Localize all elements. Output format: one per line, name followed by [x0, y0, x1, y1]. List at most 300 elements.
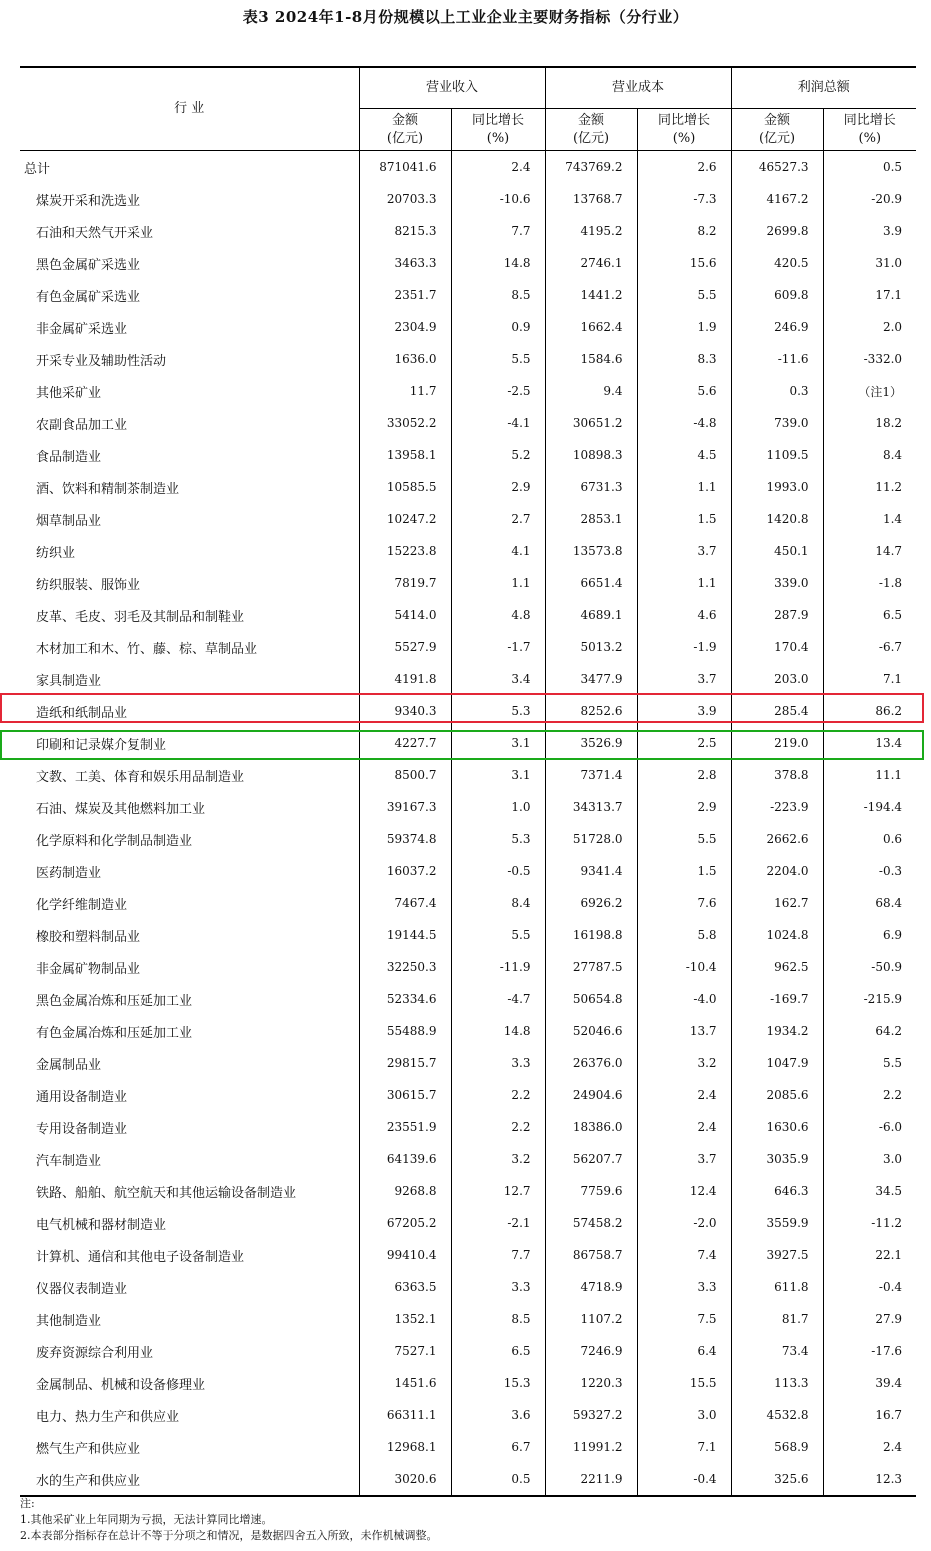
profit-growth-cell: 2.2 — [823, 1079, 916, 1111]
cost-growth-cell: 8.2 — [637, 215, 731, 247]
revenue-growth-cell: 7.7 — [451, 1239, 545, 1271]
cost-growth-cell: 4.5 — [637, 439, 731, 471]
profit-amount-cell: 450.1 — [731, 535, 823, 567]
cost-growth-cell: -10.4 — [637, 951, 731, 983]
profit-amount-cell: 0.3 — [731, 375, 823, 407]
profit-amount-cell: 219.0 — [731, 727, 823, 759]
cost-growth-cell: 15.5 — [637, 1367, 731, 1399]
cost-amount-cell: 51728.0 — [545, 823, 637, 855]
profit-growth-cell: 8.4 — [823, 439, 916, 471]
profit-amount-cell: 4167.2 — [731, 183, 823, 215]
profit-growth-cell: -17.6 — [823, 1335, 916, 1367]
profit-amount-cell: 3559.9 — [731, 1207, 823, 1239]
cost-amount-cell: 2746.1 — [545, 247, 637, 279]
profit-amount-cell: 2085.6 — [731, 1079, 823, 1111]
table-row — [20, 663, 916, 695]
revenue-amount-cell: 3463.3 — [359, 247, 451, 279]
profit-growth-cell: 68.4 — [823, 887, 916, 919]
profit-growth-cell: 11.1 — [823, 759, 916, 791]
profit-growth-cell: -194.4 — [823, 791, 916, 823]
table-row — [20, 1015, 916, 1047]
industry-name: 专用设备制造业 — [36, 1121, 128, 1137]
cost-amount-cell: 59327.2 — [545, 1399, 637, 1431]
cost-amount-cell: 11991.2 — [545, 1431, 637, 1463]
profit-growth-cell: 17.1 — [823, 279, 916, 311]
industry-name: 家具制造业 — [36, 673, 102, 689]
industry-name: 废弃资源综合利用业 — [36, 1345, 154, 1361]
profit-amount-cell: 611.8 — [731, 1271, 823, 1303]
cost-amount-cell: 1662.4 — [545, 311, 637, 343]
table-row — [20, 1303, 916, 1335]
industry-header: 行 业 — [20, 67, 359, 151]
industry-name: 化学原料和化学制品制造业 — [36, 833, 193, 849]
revenue-growth-cell: 8.5 — [451, 1303, 545, 1335]
cost-growth-cell: 5.8 — [637, 919, 731, 951]
revenue-amount-cell: 7467.4 — [359, 887, 451, 919]
profit-growth-cell: 1.4 — [823, 503, 916, 535]
profit-growth-cell: -332.0 — [823, 343, 916, 375]
revenue-amount-cell: 7527.1 — [359, 1335, 451, 1367]
profit-growth-cell: 27.9 — [823, 1303, 916, 1335]
table-row — [20, 1207, 916, 1239]
revenue-growth-cell: 3.3 — [451, 1047, 545, 1079]
profit-amount-cell: 287.9 — [731, 599, 823, 631]
revenue-growth-cell: 14.8 — [451, 247, 545, 279]
table-row — [20, 1335, 916, 1367]
revenue-growth-cell: -11.9 — [451, 951, 545, 983]
cost-amount-cell: 4689.1 — [545, 599, 637, 631]
revenue-growth-cell: 5.2 — [451, 439, 545, 471]
cost-amount-cell: 6926.2 — [545, 887, 637, 919]
cost-amount-cell: 50654.8 — [545, 983, 637, 1015]
cost-growth-cell: 2.5 — [637, 727, 731, 759]
profit-growth-cell: -215.9 — [823, 983, 916, 1015]
profit-growth-cell: 12.3 — [823, 1463, 916, 1496]
note-1: 1.其他采矿业上年同期为亏损，无法计算同比增速。 — [20, 1513, 273, 1526]
revenue-growth-cell: 7.7 — [451, 215, 545, 247]
revenue-growth-cell: 2.2 — [451, 1079, 545, 1111]
profit-amount-cell: 420.5 — [731, 247, 823, 279]
profit-amount-cell: -169.7 — [731, 983, 823, 1015]
cost-amount-cell: 9.4 — [545, 375, 637, 407]
table-row — [20, 951, 916, 983]
industry-name: 木材加工和木、竹、藤、棕、草制品业 — [36, 641, 258, 657]
revenue-growth-cell: 3.2 — [451, 1143, 545, 1175]
revenue-amount-cell: 1352.1 — [359, 1303, 451, 1335]
table-row — [20, 1431, 916, 1463]
profit-amount-cell: 285.4 — [731, 695, 823, 727]
cost-amount-cell: 16198.8 — [545, 919, 637, 951]
revenue-growth-cell: 5.3 — [451, 695, 545, 727]
profit-amount-cell: 113.3 — [731, 1367, 823, 1399]
table-row — [20, 599, 916, 631]
revenue-growth-cell: -4.1 — [451, 407, 545, 439]
table-row — [20, 1111, 916, 1143]
notes-label: 注: — [20, 1497, 35, 1510]
profit-amount-cell: 1024.8 — [731, 919, 823, 951]
revenue-amount-cell: 32250.3 — [359, 951, 451, 983]
table-row — [20, 183, 916, 215]
cost-amount-cell: 9341.4 — [545, 855, 637, 887]
revenue-amount-cell: 19144.5 — [359, 919, 451, 951]
cost-amount-cell: 6731.3 — [545, 471, 637, 503]
profit-amount-cell: 203.0 — [731, 663, 823, 695]
table-row — [20, 535, 916, 567]
table-title: 表3 2024年1-8月份规模以上工业企业主要财务指标（分行业） — [242, 8, 689, 26]
revenue-header: 营业收入 — [359, 67, 545, 109]
table-notes — [20, 1496, 438, 1544]
cost-amount-cell: 1107.2 — [545, 1303, 637, 1335]
profit-growth-cell: -0.3 — [823, 855, 916, 887]
cost-growth-cell: 7.4 — [637, 1239, 731, 1271]
table-row — [20, 279, 916, 311]
table-row — [20, 1239, 916, 1271]
cost-amount-cell: 2211.9 — [545, 1463, 637, 1496]
revenue-amount-header: 金额 (亿元) — [359, 109, 451, 151]
profit-amount-cell: 1047.9 — [731, 1047, 823, 1079]
industry-name: 通用设备制造业 — [36, 1089, 128, 1105]
cost-growth-cell: 7.1 — [637, 1431, 731, 1463]
profit-amount-cell: 73.4 — [731, 1335, 823, 1367]
cost-amount-header: 金额 (亿元) — [545, 109, 637, 151]
profit-amount-cell: 46527.3 — [731, 151, 823, 184]
industry-name: 水的生产和供应业 — [20, 1463, 359, 1496]
cost-amount-cell: 8252.6 — [545, 695, 637, 727]
industry-name: 燃气生产和供应业 — [36, 1441, 141, 1457]
revenue-amount-cell: 2351.7 — [359, 279, 451, 311]
cost-growth-cell: -0.4 — [637, 1463, 731, 1496]
cost-growth-cell: 3.2 — [637, 1047, 731, 1079]
cost-growth-cell: 12.4 — [637, 1175, 731, 1207]
revenue-growth-cell: 1.1 — [451, 567, 545, 599]
cost-growth-cell: 1.5 — [637, 503, 731, 535]
cost-amount-cell: 24904.6 — [545, 1079, 637, 1111]
profit-amount-cell: 3035.9 — [731, 1143, 823, 1175]
profit-growth-cell: -50.9 — [823, 951, 916, 983]
industry-name: 有色金属矿采选业 — [36, 289, 141, 305]
cost-amount-cell: 13573.8 — [545, 535, 637, 567]
cost-growth-cell: -7.3 — [637, 183, 731, 215]
profit-amount-cell: 2204.0 — [731, 855, 823, 887]
industry-name: 石油和天然气开采业 — [36, 225, 154, 241]
revenue-amount-cell: 66311.1 — [359, 1399, 451, 1431]
profit-growth-cell: 0.5 — [823, 151, 916, 184]
profit-amount-cell: 1934.2 — [731, 1015, 823, 1047]
revenue-amount-cell: 16037.2 — [359, 855, 451, 887]
cost-growth-cell: -2.0 — [637, 1207, 731, 1239]
cost-growth-cell: 7.6 — [637, 887, 731, 919]
table-row — [20, 791, 916, 823]
cost-growth-cell: 5.5 — [637, 279, 731, 311]
profit-amount-cell: 162.7 — [731, 887, 823, 919]
cost-header: 营业成本 — [545, 67, 731, 109]
revenue-growth-cell: 0.5 — [451, 1463, 545, 1496]
cost-amount-cell: 13768.7 — [545, 183, 637, 215]
cost-amount-cell: 7246.9 — [545, 1335, 637, 1367]
cost-growth-cell: 1.5 — [637, 855, 731, 887]
table-row — [20, 1047, 916, 1079]
revenue-amount-cell: 8500.7 — [359, 759, 451, 791]
table-row — [20, 887, 916, 919]
profit-amount-cell: 2662.6 — [731, 823, 823, 855]
profit-growth-cell: 3.9 — [823, 215, 916, 247]
profit-header: 利润总额 — [731, 67, 916, 109]
profit-growth-cell: 6.5 — [823, 599, 916, 631]
table-row — [20, 919, 916, 951]
cost-growth-cell: 1.1 — [637, 471, 731, 503]
revenue-growth-cell: 14.8 — [451, 1015, 545, 1047]
profit-amount-cell: 1420.8 — [731, 503, 823, 535]
table-row — [20, 1463, 916, 1496]
industry-name: 农副食品加工业 — [36, 417, 128, 433]
table-row — [20, 983, 916, 1015]
cost-amount-cell: 1220.3 — [545, 1367, 637, 1399]
revenue-growth-cell: 8.4 — [451, 887, 545, 919]
cost-amount-cell: 3526.9 — [545, 727, 637, 759]
revenue-amount-cell: 29815.7 — [359, 1047, 451, 1079]
cost-growth-cell: 3.7 — [637, 1143, 731, 1175]
revenue-amount-cell: 5414.0 — [359, 599, 451, 631]
cost-growth-cell: 3.9 — [637, 695, 731, 727]
revenue-amount-cell: 67205.2 — [359, 1207, 451, 1239]
profit-growth-cell: 64.2 — [823, 1015, 916, 1047]
table-row — [20, 439, 916, 471]
revenue-amount-cell: 8215.3 — [359, 215, 451, 247]
revenue-amount-cell: 52334.6 — [359, 983, 451, 1015]
revenue-growth-cell: 5.3 — [451, 823, 545, 855]
revenue-amount-cell: 4191.8 — [359, 663, 451, 695]
profit-amount-cell: 378.8 — [731, 759, 823, 791]
profit-growth-cell: -20.9 — [823, 183, 916, 215]
revenue-amount-cell: 30615.7 — [359, 1079, 451, 1111]
industry-name: 铁路、船舶、航空航天和其他运输设备制造业 — [36, 1185, 297, 1201]
cost-growth-cell: -4.0 — [637, 983, 731, 1015]
table-row — [20, 471, 916, 503]
revenue-growth-cell: 2.7 — [451, 503, 545, 535]
industry-name: 化学纤维制造业 — [36, 897, 128, 913]
cost-growth-cell: 3.7 — [637, 535, 731, 567]
table-row — [20, 855, 916, 887]
revenue-amount-cell: 59374.8 — [359, 823, 451, 855]
revenue-growth-cell: 12.7 — [451, 1175, 545, 1207]
profit-growth-cell: 18.2 — [823, 407, 916, 439]
industry-name: 金属制品、机械和设备修理业 — [36, 1377, 206, 1393]
revenue-amount-cell: 55488.9 — [359, 1015, 451, 1047]
revenue-amount-cell: 4227.7 — [359, 727, 451, 759]
revenue-growth-cell: -2.1 — [451, 1207, 545, 1239]
cost-growth-cell: 6.4 — [637, 1335, 731, 1367]
table-row — [20, 247, 916, 279]
cost-amount-cell: 34313.7 — [545, 791, 637, 823]
profit-amount-cell: 646.3 — [731, 1175, 823, 1207]
revenue-amount-cell: 9268.8 — [359, 1175, 451, 1207]
profit-amount-header: 金额 (亿元) — [731, 109, 823, 151]
industry-name: 汽车制造业 — [36, 1153, 102, 1169]
revenue-amount-cell: 1451.6 — [359, 1367, 451, 1399]
table-row — [20, 343, 916, 375]
cost-amount-cell: 5013.2 — [545, 631, 637, 663]
revenue-growth-cell: -2.5 — [451, 375, 545, 407]
table-row — [20, 503, 916, 535]
revenue-growth-cell: 0.9 — [451, 311, 545, 343]
industry-name: 橡胶和塑料制品业 — [36, 929, 141, 945]
table-row — [20, 759, 916, 791]
profit-growth-cell: 2.4 — [823, 1431, 916, 1463]
table-row — [20, 567, 916, 599]
cost-amount-cell: 26376.0 — [545, 1047, 637, 1079]
revenue-growth-cell: 4.1 — [451, 535, 545, 567]
profit-growth-cell: -0.4 — [823, 1271, 916, 1303]
table-row — [20, 375, 916, 407]
industry-name: 印刷和记录媒介复制业 — [36, 737, 167, 753]
profit-growth-cell: 5.5 — [823, 1047, 916, 1079]
profit-growth-cell: 86.2 — [823, 695, 916, 727]
revenue-growth-cell: 6.7 — [451, 1431, 545, 1463]
industry-name: 其他采矿业 — [36, 385, 102, 401]
revenue-growth-cell: 8.5 — [451, 279, 545, 311]
revenue-amount-cell: 10585.5 — [359, 471, 451, 503]
revenue-amount-cell: 6363.5 — [359, 1271, 451, 1303]
cost-growth-cell: 3.3 — [637, 1271, 731, 1303]
profit-amount-cell: 246.9 — [731, 311, 823, 343]
cost-growth-cell: -4.8 — [637, 407, 731, 439]
table-row — [20, 823, 916, 855]
profit-growth-cell: 2.0 — [823, 311, 916, 343]
profit-amount-cell: 1630.6 — [731, 1111, 823, 1143]
revenue-growth-cell: 2.2 — [451, 1111, 545, 1143]
highlight-box-paper — [0, 693, 924, 723]
industry-name: 非金属矿物制品业 — [36, 961, 141, 977]
industry-name: 食品制造业 — [36, 449, 102, 465]
revenue-amount-cell: 23551.9 — [359, 1111, 451, 1143]
cost-amount-cell: 1584.6 — [545, 343, 637, 375]
industry-name: 造纸和纸制品业 — [36, 705, 128, 721]
revenue-amount-cell: 12968.1 — [359, 1431, 451, 1463]
profit-growth-cell: 16.7 — [823, 1399, 916, 1431]
table-row — [20, 407, 916, 439]
profit-growth-cell: -6.0 — [823, 1111, 916, 1143]
table-body — [20, 151, 916, 1497]
table-row — [20, 1143, 916, 1175]
cost-amount-cell: 2853.1 — [545, 503, 637, 535]
revenue-amount-cell: 2304.9 — [359, 311, 451, 343]
table-row — [20, 1079, 916, 1111]
revenue-amount-cell: 7819.7 — [359, 567, 451, 599]
revenue-amount-cell: 871041.6 — [359, 151, 451, 184]
cost-growth-cell: 2.6 — [637, 151, 731, 184]
industry-name: 黑色金属矿采选业 — [36, 257, 141, 273]
industry-name: 医药制造业 — [36, 865, 102, 881]
profit-amount-cell: 3927.5 — [731, 1239, 823, 1271]
profit-amount-cell: 1993.0 — [731, 471, 823, 503]
profit-amount-cell: 568.9 — [731, 1431, 823, 1463]
cost-amount-cell: 27787.5 — [545, 951, 637, 983]
cost-amount-cell: 86758.7 — [545, 1239, 637, 1271]
cost-amount-cell: 4718.9 — [545, 1271, 637, 1303]
industry-name: 电气机械和器材制造业 — [36, 1217, 167, 1233]
profit-amount-cell: 2699.8 — [731, 215, 823, 247]
profit-growth-cell: 22.1 — [823, 1239, 916, 1271]
profit-growth-cell: 13.4 — [823, 727, 916, 759]
revenue-amount-cell: 15223.8 — [359, 535, 451, 567]
revenue-growth-cell: 15.3 — [451, 1367, 545, 1399]
cost-growth-cell: 2.9 — [637, 791, 731, 823]
industry-name: 黑色金属冶炼和压延加工业 — [36, 993, 193, 1009]
revenue-amount-cell: 5527.9 — [359, 631, 451, 663]
revenue-amount-cell: 99410.4 — [359, 1239, 451, 1271]
profit-growth-cell: 0.6 — [823, 823, 916, 855]
cost-growth-cell: 8.3 — [637, 343, 731, 375]
cost-amount-cell: 18386.0 — [545, 1111, 637, 1143]
cost-amount-cell: 6651.4 — [545, 567, 637, 599]
profit-growth-cell: 34.5 — [823, 1175, 916, 1207]
revenue-growth-cell: -0.5 — [451, 855, 545, 887]
revenue-growth-cell: 3.1 — [451, 727, 545, 759]
cost-growth-cell: -1.9 — [637, 631, 731, 663]
industry-name: 仪器仪表制造业 — [36, 1281, 128, 1297]
industry-name: 纺织服装、服饰业 — [36, 577, 141, 593]
profit-growth-cell: -11.2 — [823, 1207, 916, 1239]
highlight-box-printing — [0, 730, 924, 760]
industry-name: 总计 — [24, 161, 51, 177]
cost-growth-cell: 3.0 — [637, 1399, 731, 1431]
cost-amount-cell: 743769.2 — [545, 151, 637, 184]
revenue-growth-cell: 2.4 — [451, 151, 545, 184]
cost-amount-cell: 52046.6 — [545, 1015, 637, 1047]
industry-name: 烟草制品业 — [36, 513, 102, 529]
industry-name: 开采专业及辅助性活动 — [36, 353, 167, 369]
profit-growth-cell: 11.2 — [823, 471, 916, 503]
revenue-growth-cell: -1.7 — [451, 631, 545, 663]
profit-amount-cell: 1109.5 — [731, 439, 823, 471]
financial-indicators-table — [20, 66, 916, 1497]
revenue-growth-cell: 3.4 — [451, 663, 545, 695]
industry-name: 电力、热力生产和供应业 — [36, 1409, 180, 1425]
profit-amount-cell: -223.9 — [731, 791, 823, 823]
revenue-amount-cell: 13958.1 — [359, 439, 451, 471]
revenue-amount-cell: 33052.2 — [359, 407, 451, 439]
profit-growth-cell: 3.0 — [823, 1143, 916, 1175]
cost-amount-cell: 57458.2 — [545, 1207, 637, 1239]
industry-name: 酒、饮料和精制茶制造业 — [36, 481, 180, 497]
cost-amount-cell: 7759.6 — [545, 1175, 637, 1207]
note-2: 2.本表部分指标存在总计不等于分项之和情况，是数据四舍五入所致，未作机械调整。 — [20, 1529, 438, 1542]
revenue-growth-cell: 4.8 — [451, 599, 545, 631]
revenue-growth-cell: 2.9 — [451, 471, 545, 503]
profit-amount-cell: 170.4 — [731, 631, 823, 663]
cost-growth-cell: 2.4 — [637, 1111, 731, 1143]
profit-growth-cell: 31.0 — [823, 247, 916, 279]
cost-growth-cell: 15.6 — [637, 247, 731, 279]
table-row — [20, 1399, 916, 1431]
profit-amount-cell: 739.0 — [731, 407, 823, 439]
cost-amount-cell: 4195.2 — [545, 215, 637, 247]
revenue-growth-cell: 5.5 — [451, 919, 545, 951]
table-row — [20, 1271, 916, 1303]
industry-name: 文教、工美、体育和娱乐用品制造业 — [36, 769, 245, 785]
table-row — [20, 311, 916, 343]
cost-amount-cell: 10898.3 — [545, 439, 637, 471]
profit-amount-cell: 4532.8 — [731, 1399, 823, 1431]
cost-growth-cell: 2.4 — [637, 1079, 731, 1111]
profit-growth-cell: 14.7 — [823, 535, 916, 567]
revenue-growth-cell: -10.6 — [451, 183, 545, 215]
cost-growth-cell: 1.1 — [637, 567, 731, 599]
revenue-amount-cell: 10247.2 — [359, 503, 451, 535]
revenue-amount-cell: 11.7 — [359, 375, 451, 407]
revenue-growth-cell: -4.7 — [451, 983, 545, 1015]
table-row — [20, 631, 916, 663]
